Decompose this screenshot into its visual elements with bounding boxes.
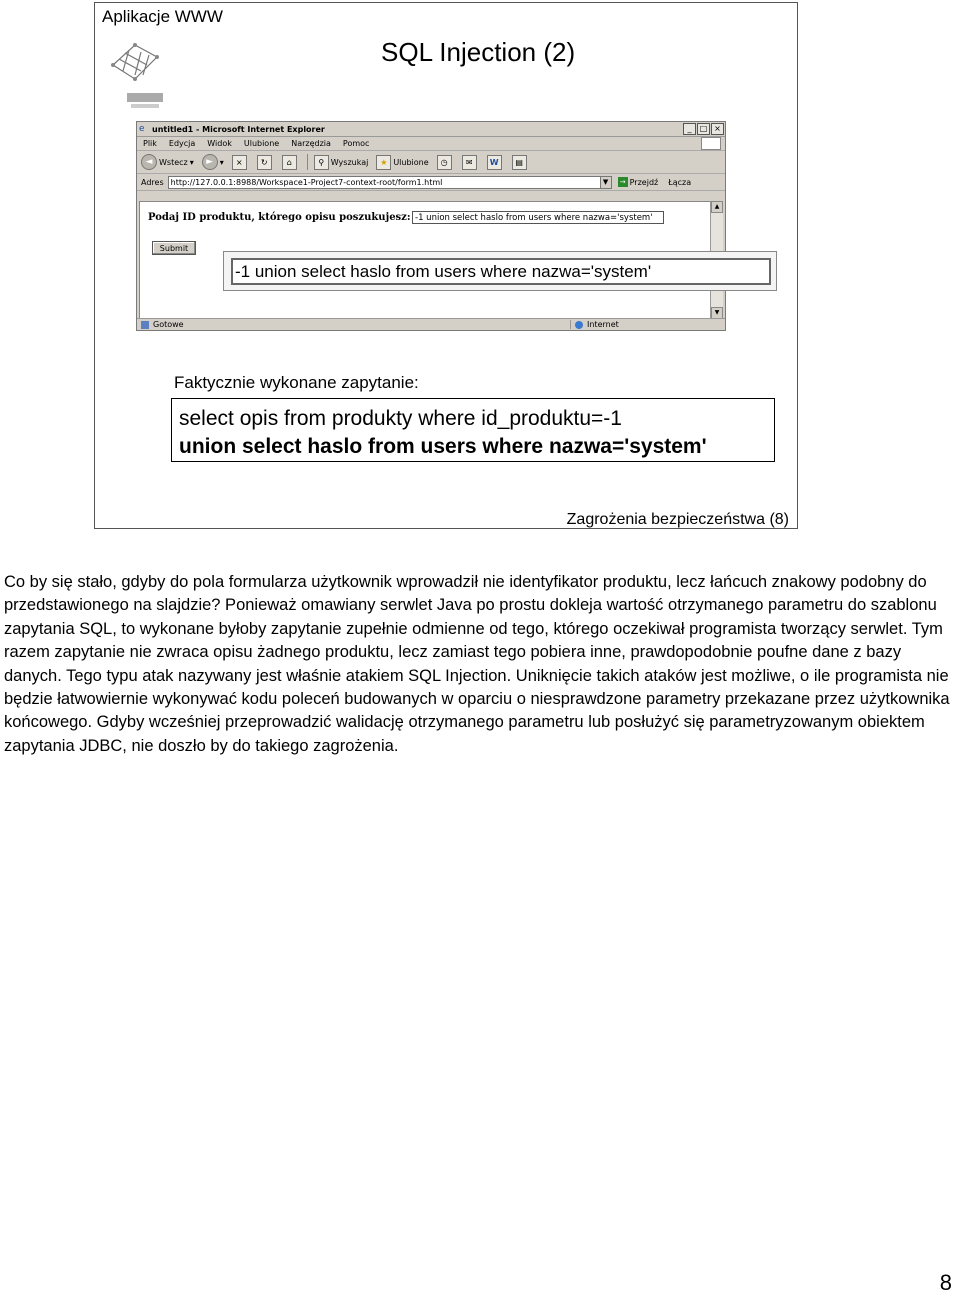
history-icon: ◷ bbox=[437, 155, 452, 170]
forward-button[interactable] bbox=[202, 154, 224, 170]
menu-narzedzia[interactable]: Narzędzia bbox=[291, 139, 331, 148]
windows-logo-icon bbox=[701, 137, 721, 150]
address-dropdown-icon[interactable]: ▼ bbox=[600, 177, 611, 188]
toolbar-separator bbox=[307, 154, 308, 170]
go-arrow-icon: → bbox=[618, 177, 628, 187]
menu-plik[interactable]: Plik bbox=[143, 139, 157, 148]
mail-icon: ✉ bbox=[462, 155, 477, 170]
discuss-icon: ▤ bbox=[512, 155, 527, 170]
back-dropdown-icon: ▾ bbox=[189, 157, 194, 167]
back-button[interactable] bbox=[141, 154, 194, 170]
menu-widok[interactable]: Widok bbox=[207, 139, 232, 148]
minimize-button[interactable]: _ bbox=[683, 123, 696, 135]
status-zone bbox=[570, 320, 725, 329]
query-line-2: union select haslo from users where nazwa='system' bbox=[179, 435, 707, 458]
favorites-button[interactable] bbox=[376, 155, 428, 170]
zone-text: Internet bbox=[587, 320, 619, 329]
scroll-down-icon[interactable]: ▼ bbox=[711, 307, 723, 319]
search-button[interactable] bbox=[314, 155, 369, 170]
address-label: Adres bbox=[141, 177, 164, 187]
menu-ulubione[interactable]: Ulubione bbox=[243, 139, 280, 148]
search-icon: ⚲ bbox=[314, 155, 329, 170]
word-icon: W bbox=[487, 155, 502, 170]
stop-icon: × bbox=[232, 155, 247, 170]
menu-pomoc[interactable]: Pomoc bbox=[342, 139, 370, 148]
query-label: Faktycznie wykonane zapytanie: bbox=[174, 373, 419, 392]
go-label: Przejdź bbox=[629, 177, 659, 187]
search-label: Wyszukaj bbox=[330, 157, 369, 167]
scroll-up-icon[interactable]: ▲ bbox=[711, 201, 723, 213]
globe-icon bbox=[575, 321, 583, 329]
slide bbox=[94, 2, 798, 529]
ie-app-icon: e bbox=[139, 124, 145, 134]
address-value: http://127.0.0.1:8988/Workspace1-Project7-context-root/form1.html bbox=[170, 177, 443, 187]
discuss-button[interactable] bbox=[512, 155, 529, 170]
edit-button[interactable] bbox=[487, 155, 504, 170]
star-icon: ★ bbox=[376, 155, 391, 170]
body-paragraph: Co by się stało, gdyby do pola formularza użytkownik wprowadził nie identyfikator produktu, lecz łańcuch znakowy podobny do przedstawionego na slajdzie? Ponieważ omawiany serwlet Java po prostu dokleja wartość otrzymanego parametru do szablonu zapytania SQL, to wykonane byłoby zapytanie zupełnie odmienne od tego, którego oczekiwał programista tworzący serwlet. Tym razem zapytanie nie zwraca opisu żadnego produktu, lecz zamiast tego pobiera inne, prawdopodobnie poufne dane z bazy danych. Tego typu atak nazywany jest właśnie atakiem SQL Injection. Uniknięcie takich ataków jest możliwe, o ile programista nie będzie łatwowiernie wykonywać kodu poleceń budowanych w oparciu o niesprawdzone parametry przekazane przez użytkownika końcowego. Gdyby wcześniej przeprowadzić walidację otrzymanego parametru lub posłużyć się parametryzowanym obiektem zapytania JDBC, nie doszło by do takiego zagrożenia. bbox=[4, 573, 950, 755]
maximize-button[interactable]: □ bbox=[697, 123, 710, 135]
forward-arrow-icon: ► bbox=[202, 154, 218, 170]
slide-footer: Zagrożenia bezpieczeństwa (8) bbox=[566, 511, 789, 528]
page-done-icon bbox=[141, 321, 149, 329]
browser-titlebar bbox=[137, 122, 725, 137]
stop-button[interactable] bbox=[232, 155, 249, 170]
refresh-icon: ↻ bbox=[257, 155, 272, 170]
links-button[interactable]: Łącza bbox=[668, 177, 692, 187]
zoomed-input-callout bbox=[223, 251, 777, 291]
executed-query-box bbox=[171, 398, 775, 462]
history-button[interactable] bbox=[437, 155, 454, 170]
page-number: 8 bbox=[939, 1270, 952, 1295]
address-input[interactable] bbox=[168, 176, 612, 189]
window-title: untitled1 - Microsoft Internet Explorer bbox=[152, 124, 325, 134]
refresh-button[interactable] bbox=[257, 155, 274, 170]
back-arrow-icon: ◄ bbox=[141, 154, 157, 170]
back-label: Wstecz bbox=[159, 157, 188, 167]
toolbar bbox=[137, 151, 725, 174]
mail-button[interactable] bbox=[462, 155, 479, 170]
home-icon: ⌂ bbox=[282, 155, 297, 170]
zoomed-product-id-input: -1 union select haslo from users where nazwa='system' bbox=[231, 258, 771, 285]
query-line-1: select opis from produkty where id_produktu=-1 bbox=[179, 407, 622, 430]
product-id-input[interactable]: -1 union select haslo from users where nazwa='system' bbox=[412, 211, 664, 224]
favorites-label: Ulubione bbox=[393, 157, 429, 167]
forward-dropdown-icon: ▾ bbox=[219, 157, 224, 167]
go-button[interactable] bbox=[618, 177, 659, 187]
status-text: Gotowe bbox=[153, 320, 184, 329]
status-bar bbox=[137, 318, 725, 330]
menu-edycja[interactable]: Edycja bbox=[168, 139, 196, 148]
close-button[interactable]: × bbox=[711, 123, 724, 135]
browser-window bbox=[136, 121, 726, 331]
address-bar bbox=[137, 174, 725, 191]
submit-button[interactable]: Submit bbox=[152, 241, 196, 255]
slide-header: Aplikacje WWW bbox=[102, 7, 223, 26]
menu-bar bbox=[137, 137, 725, 151]
slide-title: SQL Injection (2) bbox=[381, 37, 576, 67]
home-button[interactable] bbox=[282, 155, 299, 170]
product-id-prompt: Podaj ID produktu, którego opisu poszukujesz: bbox=[148, 212, 411, 223]
status-left bbox=[141, 320, 570, 329]
university-logo-icon bbox=[105, 35, 175, 113]
